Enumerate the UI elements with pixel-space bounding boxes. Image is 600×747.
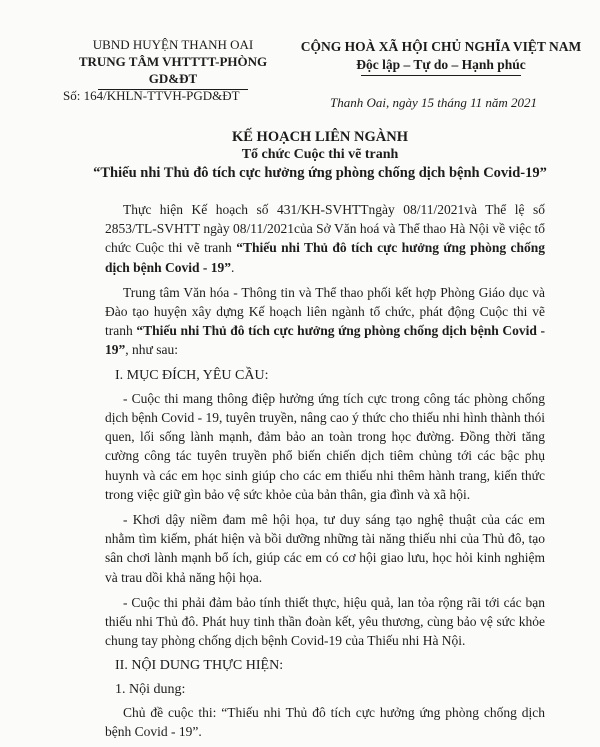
document-number: Số: 164/KHLN-TTVH-PGD&ĐT bbox=[63, 88, 240, 103]
motto-underline bbox=[361, 75, 521, 76]
national-motto: Độc lập – Tự do – Hạnh phúc bbox=[356, 57, 526, 72]
title-line-3: “Thiếu nhi Thủ đô tích cực hưởng ứng phòng chống dịch bệnh Covid-19” bbox=[93, 165, 547, 181]
p1-contest-name: “Thiếu nhi Thủ đô tích cực hưởng ứng phòng chống dịch bệnh Covid - 19” bbox=[105, 240, 545, 275]
section-2-1-heading: 1. Nội dung: bbox=[115, 681, 186, 697]
p2-contest-name: “Thiếu nhi Thủ đô tích cực hưởng ứng phòng chống dịch bệnh Covid - 19” bbox=[105, 323, 545, 358]
agency-line-1: UBND HUYỆN THANH OAI bbox=[92, 37, 254, 52]
paragraph-1 bbox=[105, 200, 545, 277]
issuing-agency bbox=[58, 36, 288, 90]
nation-name: CỘNG HOÀ XÃ HỘI CHỦ NGHĨA VIỆT NAM bbox=[300, 39, 582, 54]
date-line: Thanh Oai, ngày 15 tháng 11 năm 2021 bbox=[330, 95, 538, 110]
title-line-2: Tổ chức Cuộc thi vẽ tranh bbox=[241, 147, 399, 162]
section-2-paragraph-1: Chủ đề cuộc thi: “Thiếu nhi Thủ đô tích cực hưởng ứng phòng chống dịch bệnh Covid - 19”. bbox=[105, 704, 545, 740]
title-line-1: KẾ HOẠCH LIÊN NGÀNH bbox=[231, 129, 409, 145]
document-body bbox=[105, 200, 545, 747]
section-1-heading: I. MỤC ĐÍCH, YÊU CẦU: bbox=[115, 367, 269, 383]
national-heading bbox=[296, 38, 586, 76]
p2-end: , như sau: bbox=[125, 342, 178, 358]
section-2-heading: II. NỘI DUNG THỰC HIỆN: bbox=[115, 658, 284, 674]
agency-line-2: TRUNG TÂM VHTTTT-PHÒNG GD&ĐT bbox=[78, 54, 268, 86]
section-1-paragraph-1: - Cuộc thi mang thông điệp hưởng ứng tích cực trong công tác phòng chống dịch bệnh Covid - 19, tuyên truyền, nâng cao ý thức cho thiếu nhi hình thành thói quen, lối sống lành mạnh, đảm bảo an toàn trong học đường. Đồng thời tăng cường công tác tuyên truyền phổ biến chiến dịch tiêm chủng tới các bậc phụ huynh và các em học sinh giúp cho các em thiếu nhi thêm hành trang, kiến thức trong việc giữ gìn bảo vệ sức khỏe của bản thân, gia đình và xã hội. bbox=[105, 390, 545, 502]
document-title bbox=[40, 128, 600, 182]
section-1-paragraph-3: - Cuộc thi phải đảm bảo tính thiết thực, hiệu quả, lan tỏa rộng rãi tới các bạn thiếu nhi Thủ đô. Phát huy tinh thần đoàn kết, yêu thương, cùng bảo vệ sức khỏe chung tay phòng chống dịch bệnh Covid-19 của Thiếu nhi Hà Nội. bbox=[105, 594, 545, 649]
p2-text: Trung tâm Văn hóa - Thông tin và Thể thao phối kết hợp Phòng Giáo dục và Đào tạo huyện xây dựng Kế hoạch liên ngành tổ chức, phát động Cuộc thi vẽ tranh bbox=[105, 284, 545, 339]
paragraph-2 bbox=[105, 283, 545, 360]
p1-text: Thực hiện Kế hoạch số 431/KH-SVHTTngày 08/11/2021và Thể lệ số 2853/TL-SVHTT ngày 08/11/2021của Sở Văn hoá và Thể thao Hà Nội về việc tổ chức Cuộc thi vẽ tranh bbox=[105, 202, 545, 256]
p1-end: . bbox=[231, 259, 235, 275]
section-1-paragraph-2: - Khơi dậy niềm đam mê hội họa, tư duy sáng tạo nghệ thuật của các em nhằm tìm kiếm, phát hiện và bồi dưỡng những tài năng thiếu nhi của Thủ đô, tạo sân chơi lành mạnh bổ ích, giúp các em có cơ hội giao lưu, học hỏi kinh nghiệm và trau dồi khả năng hội họa. bbox=[105, 512, 545, 585]
